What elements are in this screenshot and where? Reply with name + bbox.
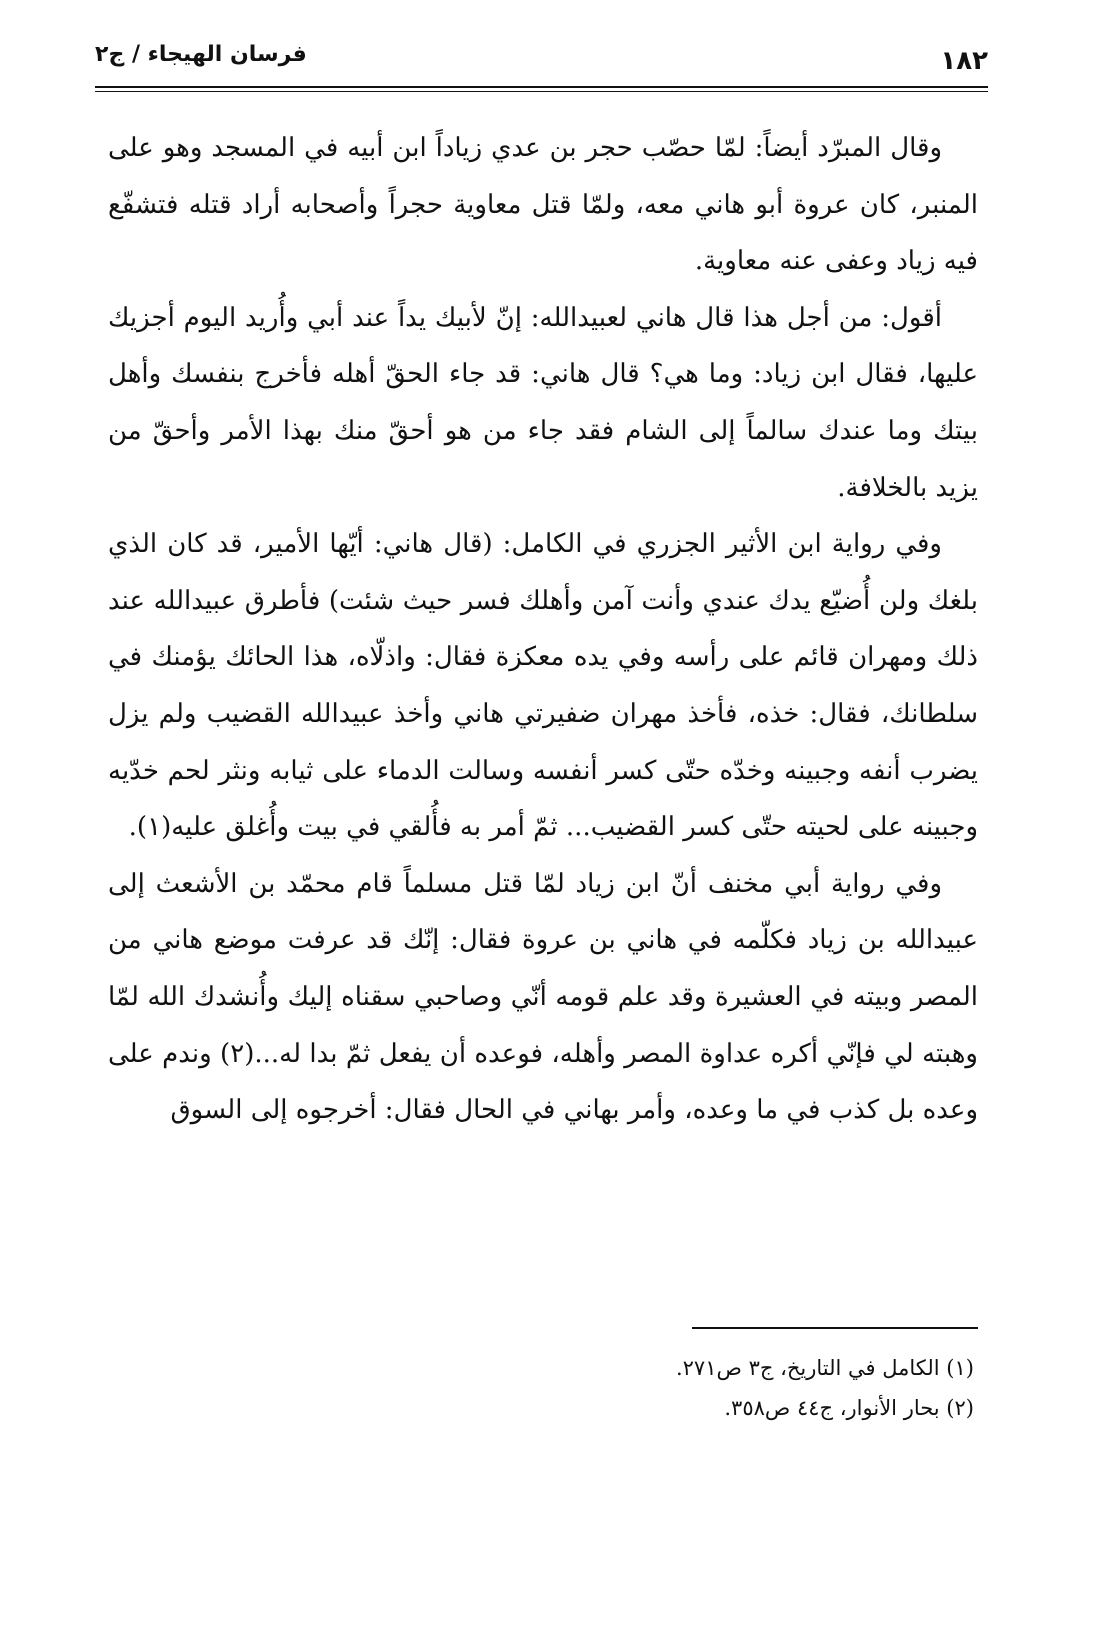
footnote-separator xyxy=(692,1327,978,1329)
footnote: (٢) بحار الأنوار، ج٤٤ ص٣٥٨. xyxy=(724,1396,974,1420)
running-title: فرسان الهيجاء / ج٢ xyxy=(95,42,307,67)
header-rule-thin xyxy=(95,91,988,92)
header-rule xyxy=(95,86,988,88)
footnotes xyxy=(108,1348,978,1428)
paragraph: وفي رواية ابن الأثير الجزري في الكامل: (قال هاني: أيّها الأمير، قد كان الذي بلغك ولن أُضيّع يدك عندي وأنت آمن وأهلك فسر حيث شئت) فأطرق عبيدالله عند ذلك ومهران قائم على رأسه وفي يده معكزة فقال: واذلّاه، هذا الحائك يؤمنك في سلطانك، فقال: خذه، فأخذ مهران ضفيرتي هاني وأخذ عبيدالله القضيب ولم يزل يضرب أنفه وجبينه وخدّه حتّى كسر أنفسه وسالت الدماء على ثيابه ونثر لحم خدّيه وجبينه على لحيته حتّى كسر القضيب... ثمّ أمر به فأُلقي في بيت وأُغلق عليه(١). xyxy=(108,529,978,843)
paragraph: وفي رواية أبي مخنف أنّ ابن زياد لمّا قتل مسلماً قام محمّد بن الأشعث إلى عبيدالله بن زياد فكلّمه في هاني بن عروة فقال: إنّك قد عرفت موضع هاني من المصر وبيته في العشيرة وقد علم قومه أنّي وصاحبي سقناه إليك وأُنشدك الله لمّا وهبته لي فإنّي أكره عداوة المصر وأهله، فوعده أن يفعل ثمّ بدا له...(٢) وندم على وعده بل كذب في ما وعده، وأمر بهاني في الحال فقال: أخرجوه إلى السوق xyxy=(108,868,978,1126)
main-text xyxy=(108,120,978,1139)
footnote: (١) الكامل في التاريخ، ج٣ ص٢٧١. xyxy=(675,1356,974,1380)
page-header xyxy=(95,38,988,82)
paragraph: وقال المبرّد أيضاً: لمّا حصّب حجر بن عدي زياداً ابن أبيه في المسجد وهو على المنبر، كان عروة أبو هاني معه، ولمّا قتل معاوية حجراً وأصحابه أراد قتله فتشفّع فيه زياد وعفى عنه معاوية. xyxy=(108,133,978,277)
paragraph: أقول: من أجل هذا قال هاني لعبيدالله: إنّ لأبيك يداً عند أبي وأُريد اليوم أجزيك عليها، فقال ابن زياد: وما هي؟ قال هاني: قد جاء الحقّ أهله فأخرج بنفسك وأهل بيتك وما عندك سالماً إلى الشام فقد جاء من هو أحقّ منك بهذا الأمر وأحقّ من يزيد بالخلافة. xyxy=(108,302,978,503)
page-number: ١٨٢ xyxy=(940,46,988,76)
